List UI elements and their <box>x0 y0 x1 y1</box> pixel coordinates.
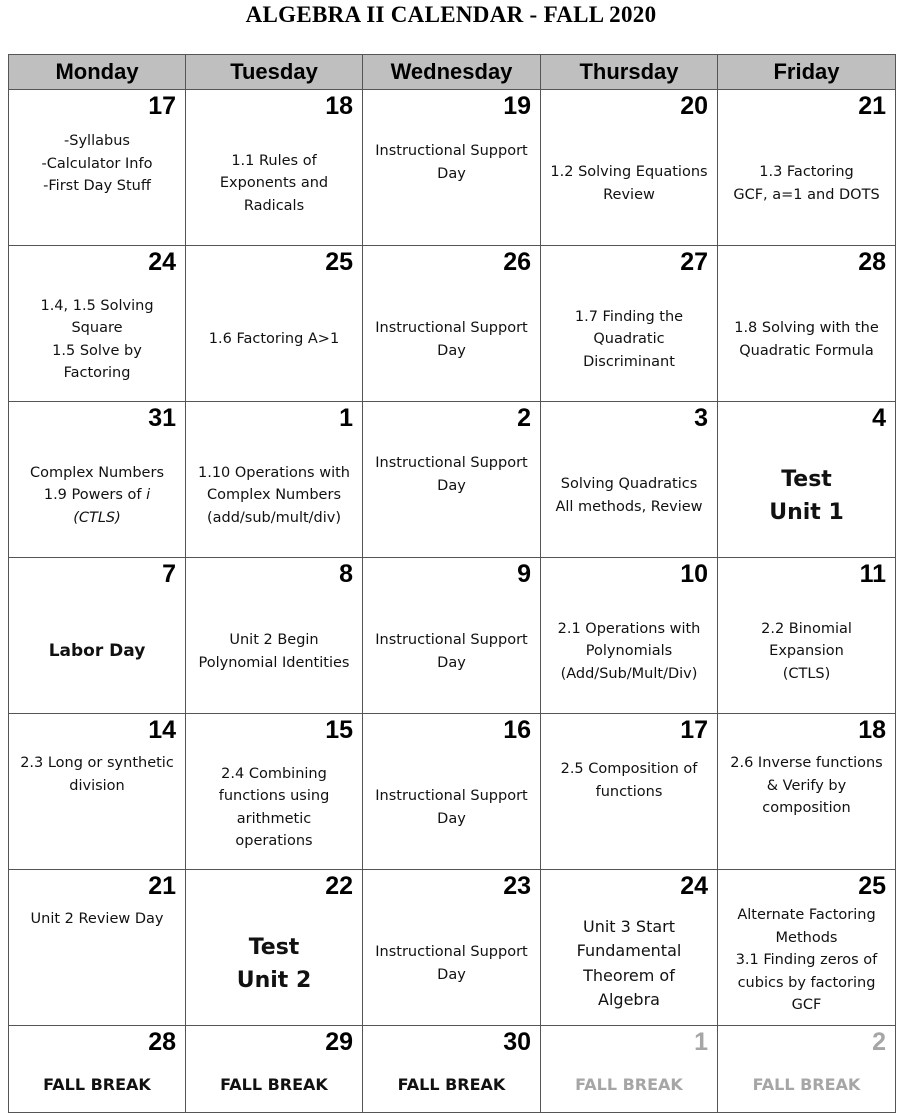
day-text: 2.6 Inverse functions <box>730 755 883 771</box>
day-text: Fundamental <box>576 941 682 960</box>
day-number: 18 <box>858 716 886 744</box>
day-cell-next-month <box>541 1026 718 1113</box>
day-text: Instructional Support <box>375 944 528 960</box>
day-cell <box>9 1026 186 1113</box>
day-number: 26 <box>503 248 531 276</box>
day-text: 3.1 Finding zeros of <box>735 952 878 969</box>
day-content <box>13 906 181 1021</box>
day-content <box>13 594 181 709</box>
day-text: functions <box>595 783 663 800</box>
day-text: Day <box>437 966 466 983</box>
day-text: 1.8 Solving with the <box>734 320 879 336</box>
day-number: 21 <box>858 92 886 120</box>
day-text: Square <box>71 320 123 336</box>
day-text: GCF, a=1 and DOTS <box>733 186 880 203</box>
test-label: Test <box>248 934 300 960</box>
week-row <box>9 90 896 246</box>
week-row <box>9 714 896 870</box>
day-text: & Verify by <box>766 777 847 794</box>
day-number: 28 <box>858 248 886 276</box>
day-content <box>722 594 891 709</box>
day-text: Instructional Support <box>375 455 528 471</box>
day-content <box>545 906 713 1021</box>
fall-break-label: FALL BREAK <box>220 1074 328 1094</box>
day-text: Unit 2 Review Day <box>30 911 164 927</box>
day-content <box>13 438 181 553</box>
day-number: 18 <box>325 92 353 120</box>
day-text: Algebra <box>598 990 660 1009</box>
day-content <box>367 906 536 1021</box>
day-cell <box>541 90 718 246</box>
day-cell <box>363 1026 541 1113</box>
day-number: 21 <box>148 872 176 900</box>
day-text: Instructional Support <box>375 632 528 648</box>
test-label: Unit 1 <box>769 499 844 525</box>
day-cell <box>186 714 363 870</box>
day-number: 19 <box>503 92 531 120</box>
day-text: -Syllabus <box>64 133 130 149</box>
day-content <box>545 1062 713 1108</box>
day-content <box>545 438 713 553</box>
day-text: Unit 3 Start <box>582 916 675 936</box>
header-tuesday: Tuesday <box>186 55 363 90</box>
day-text: Polynomials <box>585 643 673 660</box>
day-content <box>13 750 181 865</box>
day-text: Factoring <box>63 365 131 381</box>
day-text: Complex Numbers <box>206 487 341 504</box>
day-number: 1 <box>339 404 353 432</box>
day-cell <box>9 714 186 870</box>
day-content <box>545 594 713 709</box>
day-text: 1.3 Factoring <box>759 164 854 180</box>
calendar-grid <box>8 54 896 1113</box>
day-number: 16 <box>503 716 531 744</box>
day-number: 28 <box>148 1028 176 1056</box>
day-cell <box>363 714 541 870</box>
day-number: 15 <box>325 716 353 744</box>
day-text: Alternate Factoring <box>737 907 876 924</box>
day-cell <box>718 870 896 1026</box>
day-cell <box>186 402 363 558</box>
calendar-title: ALGEBRA II CALENDAR - FALL 2020 <box>245 2 657 27</box>
week-row <box>9 558 896 714</box>
day-text-part: 1.9 Powers of <box>43 487 142 504</box>
test-label: Test <box>781 466 832 492</box>
day-cell <box>9 90 186 246</box>
day-text: 1.10 Operations with <box>198 464 350 481</box>
day-content <box>722 438 891 553</box>
day-content <box>722 126 891 241</box>
day-cell <box>363 402 541 558</box>
day-content <box>722 750 891 865</box>
day-number: 14 <box>148 716 176 744</box>
day-text: Quadratic <box>593 331 665 348</box>
day-text: Expansion <box>769 643 844 660</box>
day-cell <box>718 714 896 870</box>
header-thursday: Thursday <box>541 55 718 90</box>
day-cell <box>541 558 718 714</box>
day-text: Day <box>437 165 466 182</box>
week-row <box>9 1026 896 1113</box>
day-content <box>190 438 358 553</box>
day-content <box>190 906 358 1021</box>
day-text: 1.6 Factoring A>1 <box>208 331 340 348</box>
day-content <box>13 282 181 397</box>
day-text: Methods <box>775 929 838 946</box>
day-number: 31 <box>148 404 176 432</box>
day-content <box>190 750 358 865</box>
header-monday: Monday <box>9 55 186 90</box>
day-cell <box>541 402 718 558</box>
day-text: 1.4, 1.5 Solving <box>40 297 154 314</box>
day-content <box>13 126 181 241</box>
day-text <box>73 507 121 530</box>
day-number: 30 <box>503 1028 531 1056</box>
day-text: 2.2 Binomial <box>761 620 852 637</box>
day-content <box>367 438 536 553</box>
day-cell <box>541 870 718 1026</box>
day-cell <box>9 870 186 1026</box>
day-text: (add/sub/mult/div) <box>206 509 342 526</box>
day-cell <box>363 870 541 1026</box>
day-text: 1.2 Solving Equations <box>550 164 708 180</box>
day-text: 2.1 Operations with <box>557 620 701 637</box>
day-content <box>367 750 536 865</box>
day-cell <box>186 246 363 402</box>
day-text: functions using <box>218 788 330 804</box>
day-text: Day <box>437 342 466 359</box>
day-cell <box>186 870 363 1026</box>
day-text: Day <box>437 477 466 494</box>
day-content <box>722 900 891 1021</box>
day-content <box>190 126 358 241</box>
day-content <box>13 1062 181 1108</box>
day-text: -Calculator Info <box>41 155 153 172</box>
fall-break-label: FALL BREAK <box>752 1074 861 1094</box>
day-number: 20 <box>680 92 708 120</box>
day-number: 2 <box>517 404 531 432</box>
day-number: 3 <box>694 404 708 432</box>
day-cell <box>186 90 363 246</box>
day-text: (CTLS) <box>782 665 831 682</box>
day-cell <box>718 90 896 246</box>
day-text: Solving Quadratics <box>560 476 698 492</box>
week-row <box>9 246 896 402</box>
day-cell <box>363 90 541 246</box>
day-text: composition <box>762 800 851 816</box>
day-text: Instructional Support <box>375 320 528 336</box>
day-number: 9 <box>517 560 531 588</box>
day-text: Instructional Support <box>375 143 528 159</box>
day-number: 10 <box>680 560 708 588</box>
day-cell <box>363 246 541 402</box>
day-number: 24 <box>680 872 708 900</box>
day-text: Instructional Support <box>375 788 528 804</box>
day-number: 1 <box>694 1028 708 1056</box>
day-cell <box>541 246 718 402</box>
day-text: 1.1 Rules of <box>231 152 317 169</box>
day-cell <box>186 558 363 714</box>
day-cell <box>363 558 541 714</box>
week-row <box>9 870 896 1026</box>
day-text: Quadratic Formula <box>739 342 874 359</box>
day-number: 17 <box>148 92 176 120</box>
day-number: 17 <box>680 716 708 744</box>
day-number: 29 <box>325 1028 353 1056</box>
day-text: GCF <box>791 997 822 1014</box>
day-content <box>722 1062 891 1108</box>
test-label: Unit 2 <box>236 967 312 993</box>
day-number: 24 <box>148 248 176 276</box>
fall-break-label: FALL BREAK <box>43 1074 151 1094</box>
day-text: division <box>69 777 125 794</box>
day-text: Unit 2 Begin <box>229 632 319 648</box>
day-text: cubics by factoring <box>737 974 876 991</box>
day-cell-next-month <box>718 1026 896 1113</box>
day-cell <box>718 558 896 714</box>
day-text: Polynomial Identities <box>198 654 350 671</box>
day-text: 2.4 Combining <box>221 765 327 782</box>
day-cell <box>718 246 896 402</box>
day-text: Discriminant <box>583 353 675 370</box>
day-content <box>190 1062 358 1108</box>
day-number: 7 <box>162 560 176 588</box>
day-number: 4 <box>872 404 886 432</box>
day-cell <box>718 402 896 558</box>
day-text: Exponents and <box>219 175 329 192</box>
day-text: Theorem of <box>583 965 675 985</box>
day-number: 25 <box>858 872 886 900</box>
day-content <box>545 282 713 397</box>
fall-break-label: FALL BREAK <box>575 1074 683 1094</box>
day-number: 8 <box>339 560 353 588</box>
holiday-label: Labor Day <box>48 641 146 662</box>
day-cell <box>541 714 718 870</box>
day-number: 11 <box>859 560 886 588</box>
weekday-header-row <box>9 55 896 90</box>
day-content <box>190 594 358 709</box>
day-number: 23 <box>503 872 531 900</box>
day-text: Day <box>437 810 466 827</box>
italic-variable: i <box>146 487 151 504</box>
day-number: 25 <box>325 248 353 276</box>
day-text: 1.5 Solve by <box>52 342 142 359</box>
day-text: Complex Numbers <box>29 464 164 481</box>
day-text: Review <box>603 186 655 203</box>
fall-break-label: FALL BREAK <box>397 1074 506 1094</box>
day-number: 22 <box>325 872 353 900</box>
day-content <box>545 126 713 241</box>
day-content <box>367 282 536 397</box>
day-content <box>367 1062 536 1108</box>
day-cell <box>9 402 186 558</box>
day-cell <box>186 1026 363 1113</box>
day-text: 2.3 Long or synthetic <box>20 755 174 771</box>
day-text: -First Day Stuff <box>43 178 151 194</box>
day-content <box>367 594 536 709</box>
day-number: 2 <box>872 1028 886 1056</box>
day-text: 2.5 Composition of <box>560 761 698 777</box>
day-text: Day <box>437 654 466 671</box>
day-content <box>545 750 713 865</box>
week-row <box>9 402 896 558</box>
italic-note: (CTLS) <box>73 509 121 526</box>
day-text: (Add/Sub/Mult/Div) <box>560 665 698 682</box>
day-text: arithmetic <box>236 810 312 827</box>
day-content <box>722 282 891 397</box>
day-text <box>44 484 150 507</box>
day-text: operations <box>235 833 313 849</box>
day-content <box>190 282 358 397</box>
day-cell <box>9 246 186 402</box>
header-friday: Friday <box>718 55 896 90</box>
day-number: 27 <box>680 248 708 276</box>
day-cell <box>9 558 186 714</box>
day-text: All methods, Review <box>555 498 703 515</box>
day-content <box>367 126 536 241</box>
day-text: 1.7 Finding the <box>574 308 684 325</box>
header-wednesday: Wednesday <box>363 55 541 90</box>
day-text: Radicals <box>243 197 305 214</box>
